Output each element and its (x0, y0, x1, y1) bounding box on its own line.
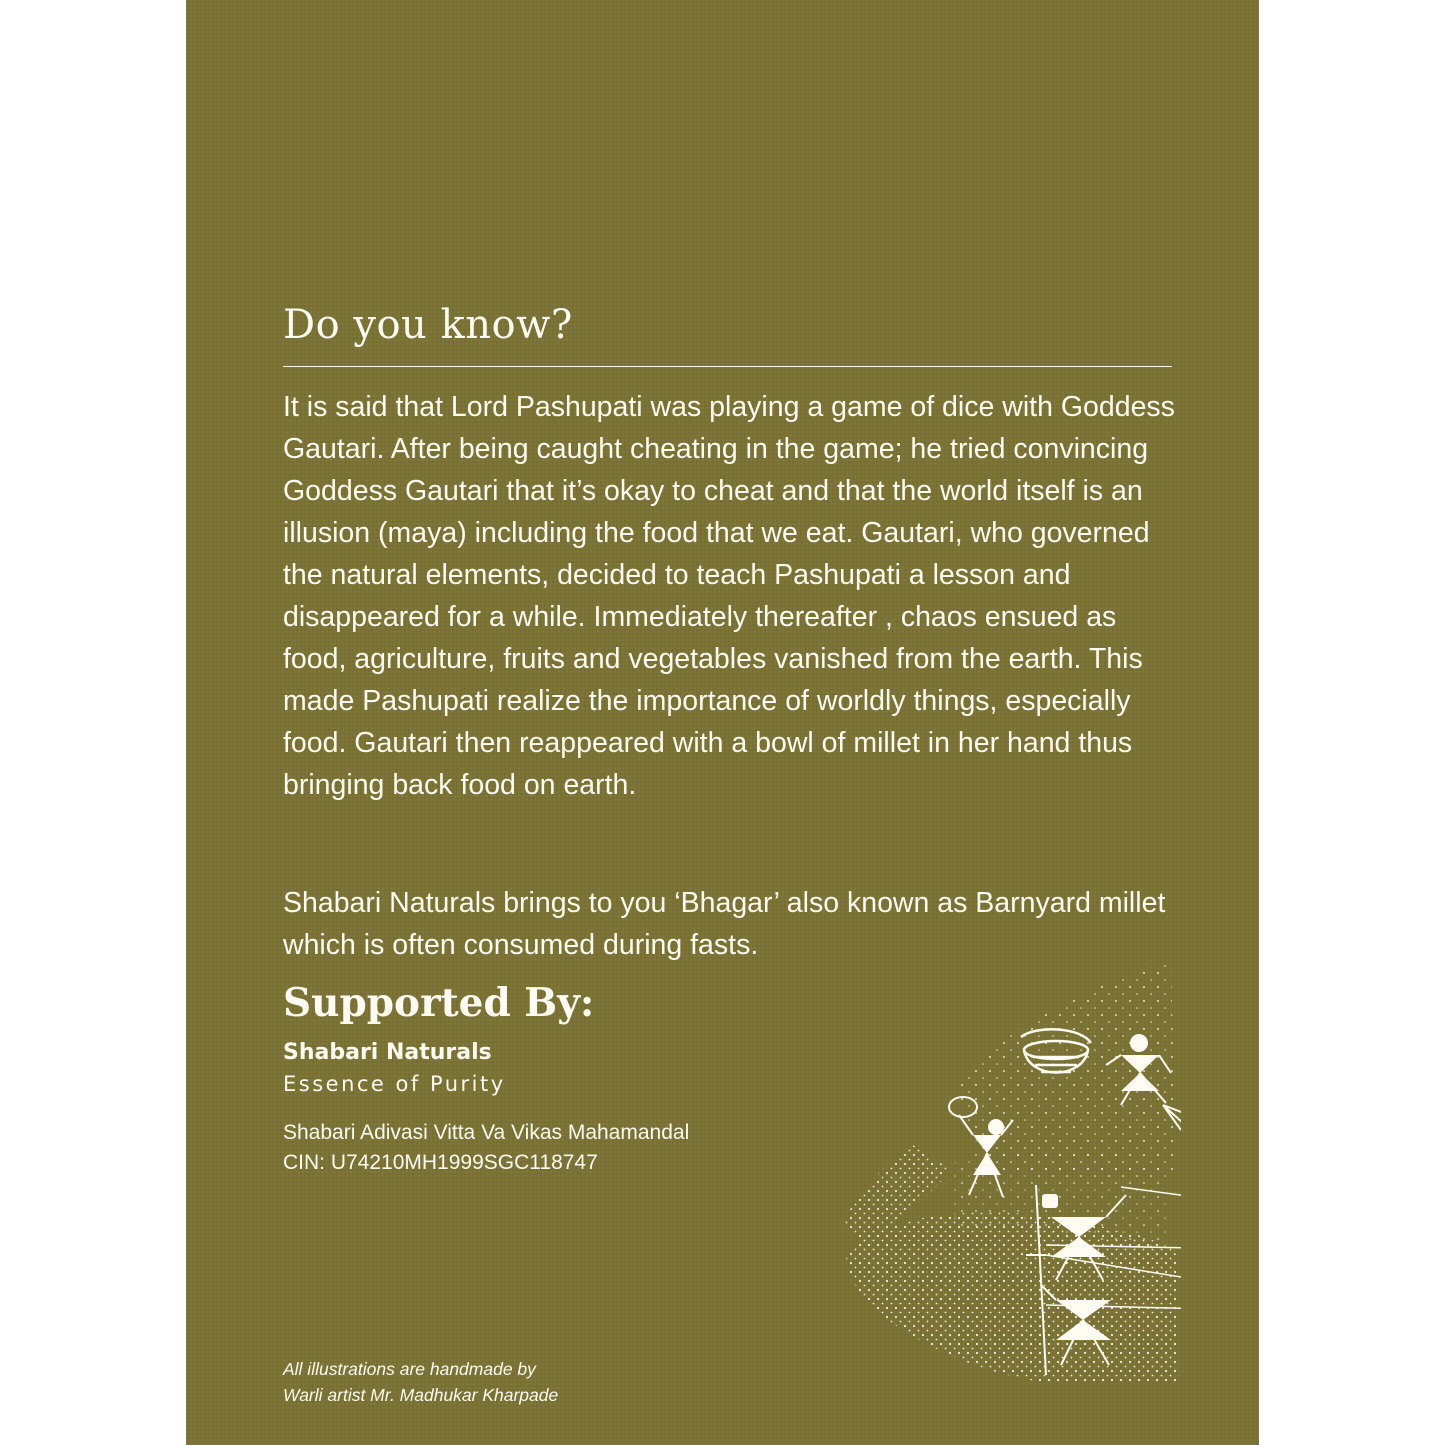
supported-by-heading: Supported By: (283, 980, 595, 1026)
legend-story-text: It is said that Lord Pashupati was playing a game of dice with Goddess Gautari. After being caught cheating in the game; he tried convincing Goddess Gautari that it’s okay to cheat and that the world itself is an illusion (maya) including the food that we eat. Gautari, who governed the natural elements, decided to teach Pashupati a lesson and disappeared for a while. Immediately thereafter , chaos ensued as food, agriculture, fruits and vegetables vanished from the earth. This made Pashupati realize the importance of worldly things, especially food. Gautari then reappeared with a bowl of millet in her hand thus bringing back food on earth. (283, 391, 1175, 801)
credit-line-1: All illustrations are handmade by (283, 1359, 536, 1379)
illustration-credit (283, 1356, 558, 1408)
credit-line-2: Warli artist Mr. Madhukar Kharpade (283, 1385, 559, 1405)
organization-details (283, 1118, 689, 1178)
brand-name: Shabari Naturals (283, 1040, 492, 1065)
heading-divider (283, 366, 1172, 367)
organization-name: Shabari Adivasi Vitta Va Vikas Mahamandal (283, 1121, 690, 1144)
product-description: Shabari Naturals brings to you ‘Bhagar’ also known as Barnyard millet which is often consumed during fasts. (283, 887, 1166, 961)
product-back-panel (186, 0, 1259, 1445)
organization-cin: CIN: U74210MH1999SGC118747 (283, 1151, 598, 1174)
did-you-know-heading: Do you know? (283, 302, 573, 348)
brand-tagline: Essence of Purity (283, 1072, 506, 1096)
warli-farming-illustration (651, 955, 1181, 1385)
